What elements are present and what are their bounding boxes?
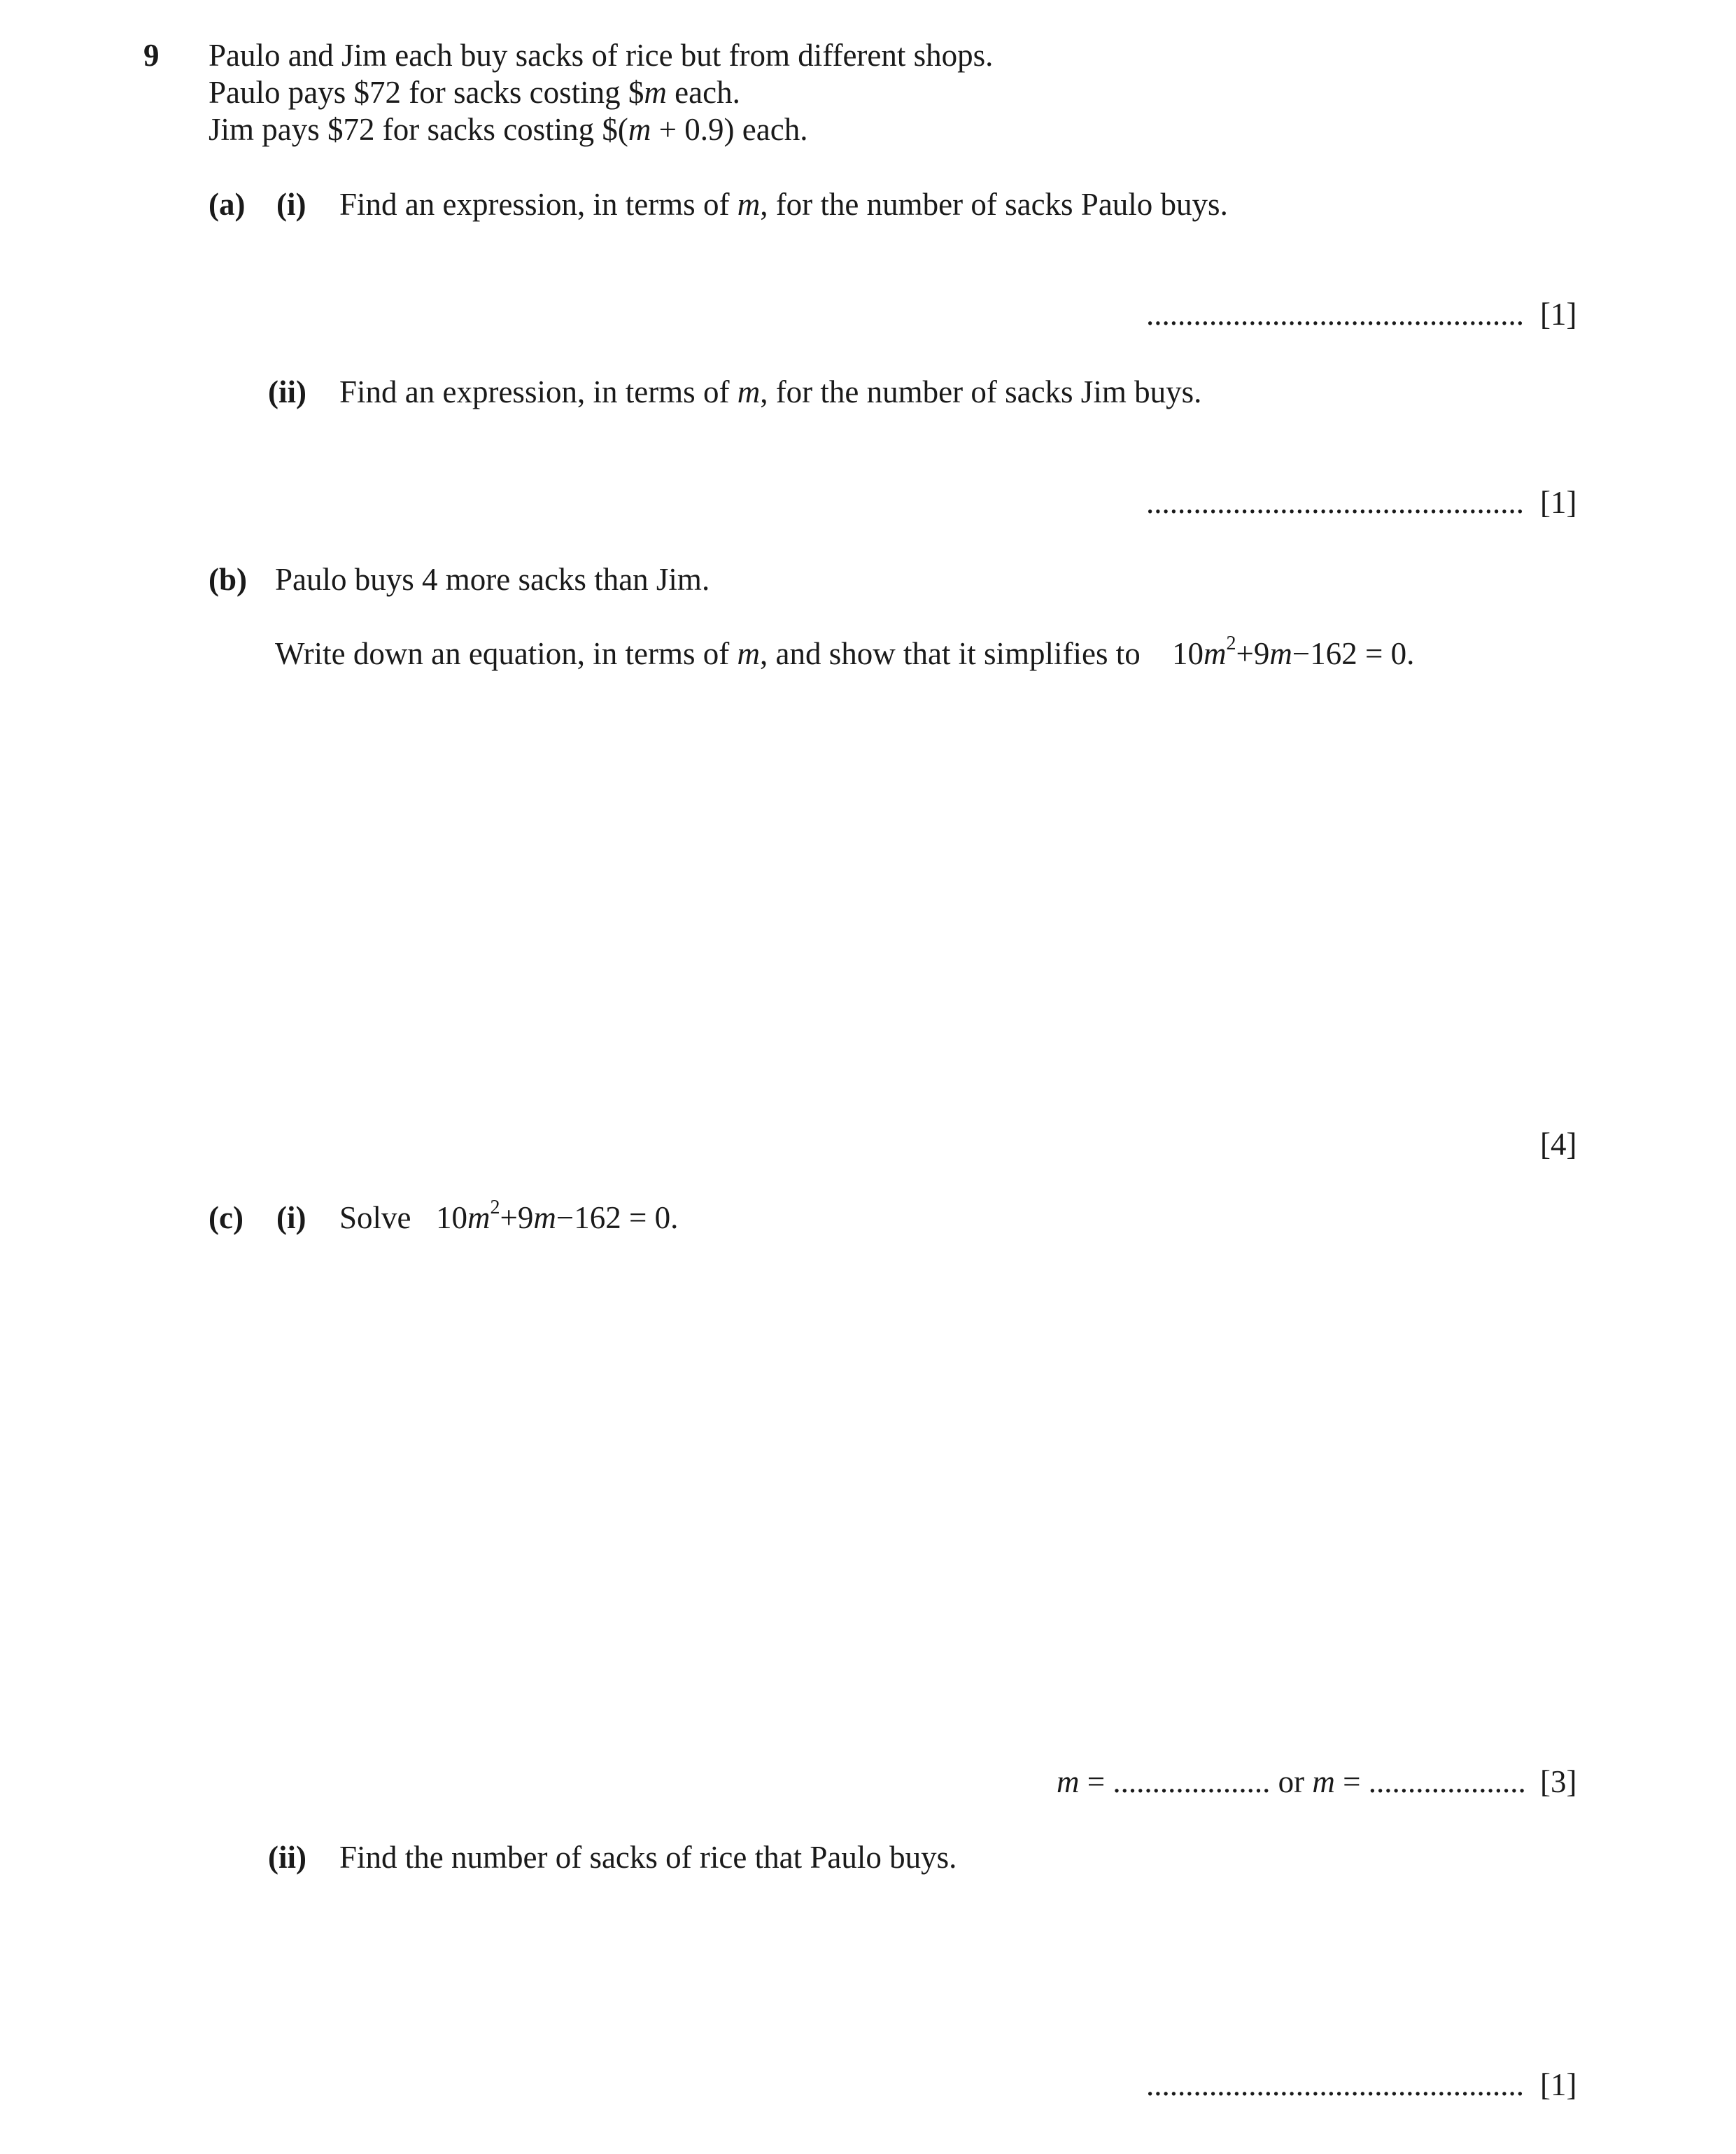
part-a-ii-text: Find an expression, in terms of m, for the number of sacks Jim buys. <box>339 374 1202 409</box>
part-c-i-answer-line[interactable]: m = .................... or m = .................... <box>1057 1764 1526 1799</box>
question-number: 9 <box>143 38 160 73</box>
intro-line-1: Paulo and Jim each buy sacks of rice but from different shops. <box>209 38 994 73</box>
part-c-label: (c) <box>209 1200 244 1235</box>
part-a-ii-label: (ii) <box>268 374 306 409</box>
part-c-ii-marks: [1] <box>1540 2067 1577 2102</box>
part-c-i-marks: [3] <box>1540 1764 1577 1799</box>
part-a-i-text: Find an expression, in terms of m, for the number of sacks Paulo buys. <box>339 187 1228 222</box>
part-a-i-marks: [1] <box>1540 297 1577 332</box>
part-c-ii-label: (ii) <box>268 1840 306 1875</box>
part-c-ii-text: Find the number of sacks of rice that Paulo buys. <box>339 1840 957 1875</box>
part-a-ii-marks: [1] <box>1540 485 1577 520</box>
part-c-i-text: Solve <box>339 1200 411 1235</box>
part-b-line-1: Paulo buys 4 more sacks than Jim. <box>275 562 710 597</box>
part-a-label: (a) <box>209 187 246 222</box>
part-b-label: (b) <box>209 562 247 597</box>
part-c-ii-answer-line[interactable]: ................................................ <box>1146 2067 1524 2102</box>
intro-line-2: Paulo pays $72 for sacks costing $m each. <box>209 75 740 110</box>
part-b-equation: $10m^2+9m-162 = 0$. <box>1172 633 1415 671</box>
part-b-marks: [4] <box>1540 1127 1577 1162</box>
part-a-ii-answer-line[interactable]: ................................................ <box>1146 485 1524 520</box>
part-c-i-answer-2[interactable]: .................... <box>1368 1764 1526 1799</box>
part-c-i-equation: $10m^2+9m-162 = 0$. <box>436 1197 679 1235</box>
part-a-i-label: (i) <box>276 187 306 222</box>
part-b-line-2: Write down an equation, in terms of m, and show that it simplifies to <box>275 636 1141 671</box>
part-a-i-answer-line[interactable]: ................................................ <box>1146 297 1524 332</box>
part-c-i-label: (i) <box>276 1200 306 1235</box>
intro-line-3: Jim pays $72 for sacks costing $(m + 0.9) each. <box>209 112 808 147</box>
part-c-i-answer-1[interactable]: .................... <box>1113 1764 1271 1799</box>
